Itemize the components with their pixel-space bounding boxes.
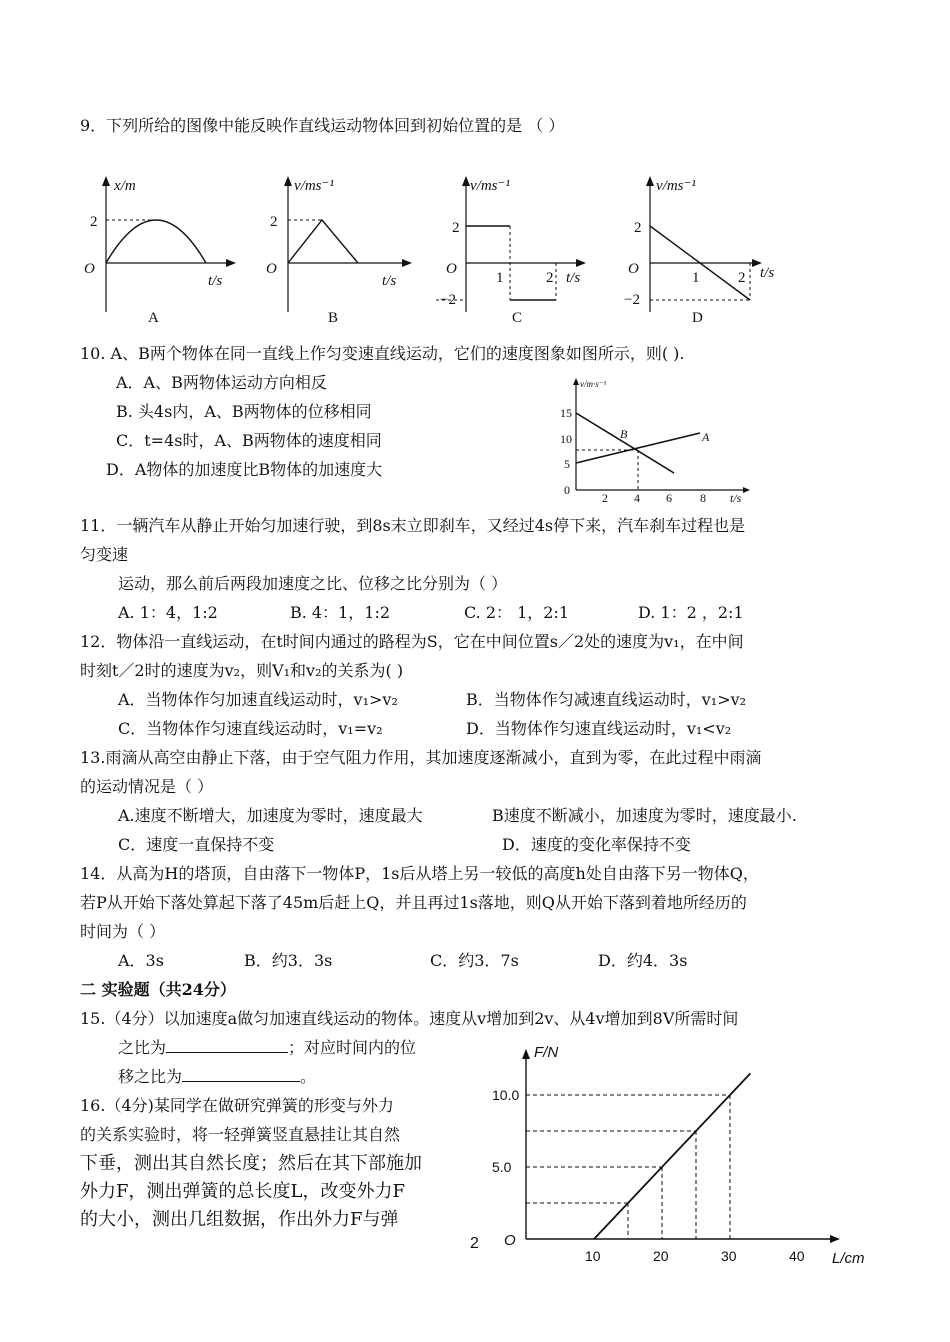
q11-option-a: A. 1：4，1:2 — [118, 603, 218, 622]
q10-chart-xlabel: t/s — [730, 491, 742, 502]
graph-a-origin: O — [84, 261, 95, 277]
q15-line-2a: 之比为 — [118, 1038, 167, 1057]
graph-c-xlabel: t/s — [566, 270, 581, 286]
section-2-heading: 二 实验题（共24分） — [80, 980, 236, 999]
q12-line-2: 时刻t／2时的速度为v₂，则V₁和v₂的关系为( ) — [80, 661, 404, 680]
q16-line-2: 的关系实验时，将一轻弹簧竖直悬挂让其自然 — [80, 1125, 401, 1144]
q15-line-3a: 移之比为 — [118, 1067, 183, 1086]
q10-chart — [558, 376, 758, 502]
x-tick-label-40: 40 — [789, 1248, 805, 1264]
q13-line-2: 的运动情况是（ ） — [80, 777, 214, 796]
q15-line-3b: 。 — [300, 1067, 317, 1086]
graph-d-xlabel: t/s — [760, 265, 775, 281]
graph-a-letter: A — [148, 310, 159, 326]
q10-chart-xtick-8: 8 — [700, 491, 706, 502]
graph-a-ytick: 2 — [90, 214, 98, 230]
q13-option-b: B速度不断减小，加速度为零时，速度最小. — [492, 806, 797, 825]
graph-b-origin: O — [266, 261, 277, 277]
graph-a — [84, 176, 236, 326]
y-tick-label-5.0: 5.0 — [492, 1159, 512, 1175]
graph-d-xt2: 2 — [738, 270, 746, 286]
q9-stem: 9．下列所给的图像中能反映作直线运动物体回到初始位置的是 （ ） — [80, 116, 565, 135]
graph-b-ylabel: v/ms⁻¹ — [294, 178, 334, 194]
q12-option-c: C．当物体作匀速直线运动时，v₁=v₂ — [118, 719, 383, 738]
q15-line-1: 15.（4分）以加速度a做匀加速直线运动的物体。速度从v增加到2v、从4v增加到8V所需时间 — [80, 1009, 739, 1028]
graph-d-letter: D — [692, 310, 703, 326]
q10-option-b: B. 头4s内，A、B两物体的位移相同 — [116, 402, 372, 421]
q13-option-c: C．速度一直保持不变 — [118, 835, 275, 854]
q15-line-3 — [118, 1067, 316, 1087]
q10-chart-label-b: B — [620, 427, 628, 441]
q12-line-1: 12．物体沿一直线运动，在t时间内通过的路程为S，它在中间位置s／2处的速度为v₁，在中间 — [80, 632, 744, 651]
q14-option-c: C．约3．7s — [430, 951, 519, 970]
q10-stem: 10. A、B两个物体在同一直线上作匀变速直线运动，它们的速度图象如图所示，则( ). — [80, 344, 685, 363]
graph-c-ytick: 2 — [452, 220, 460, 236]
x-tick-label-20: 20 — [653, 1248, 669, 1264]
q10-chart-xtick-6: 6 — [666, 491, 672, 502]
q12-option-d: D．当物体作匀速直线运动时，v₁<v₂ — [466, 719, 732, 738]
q10-option-d: D．A物体的加速度比B物体的加速度大 — [106, 460, 383, 479]
f-l-chart — [480, 1035, 880, 1275]
graph-a-xlabel: t/s — [208, 273, 223, 289]
q11-line-1: 11．一辆汽车从静止开始匀加速行驶，到8s末立即刹车，又经过4s停下来，汽车刹车过程也是 — [80, 516, 746, 535]
graph-c-xt1: 1 — [496, 270, 504, 286]
q10-chart-ylabel: v/m·s⁻¹ — [580, 379, 607, 389]
q14-line-2: 若P从开始下落处算起下落了45m后赶上Q，并且再过1s落地，则Q从开始下落到着地所经历的 — [80, 893, 747, 912]
q10-chart-xtick-4: 4 — [634, 491, 640, 502]
q10-option-a: A．A、B两物体运动方向相反 — [116, 373, 327, 392]
q10-chart-xtick-2: 2 — [602, 491, 608, 502]
graph-d-origin: O — [628, 261, 639, 277]
graph-c-xt2: 2 — [546, 270, 554, 286]
q10-chart-ytick-10: 10 — [560, 432, 572, 446]
y-tick-label-10.0: 10.0 — [492, 1087, 520, 1103]
q11-option-c: C. 2： 1，2:1 — [464, 603, 570, 622]
q15-line-2b: ；对应时间内的位 — [288, 1038, 417, 1057]
q14-line-1: 14．从高为H的塔顶，自由落下一物体P，1s后从塔上另一较低的高度h处自由落下另一物体Q， — [80, 864, 759, 883]
q11-line-2: 匀变速 — [80, 545, 129, 564]
graph-d-ytick: 2 — [634, 220, 642, 236]
graph-b-xlabel: t/s — [382, 273, 397, 289]
q14-option-b: B．约3．3s — [244, 951, 333, 970]
x-axis-label: L/cm — [832, 1250, 865, 1267]
q12-option-b: B．当物体作匀减速直线运动时，v₁>v₂ — [466, 690, 747, 709]
graph-b-letter: B — [328, 310, 339, 326]
q16-line-5: 的大小，测出几组数据，作出外力F与弹 — [80, 1209, 399, 1230]
q14-option-a: A．3s — [118, 951, 164, 970]
graph-d — [624, 176, 774, 326]
q15-answer-blank-1[interactable] — [166, 1038, 288, 1053]
q10-chart-label-a: A — [702, 430, 710, 444]
q11-option-b: B. 4：1，1:2 — [290, 603, 391, 622]
graph-b-ytick: 2 — [270, 214, 278, 230]
graph-c-letter: C — [512, 310, 523, 326]
x-tick-label-30: 30 — [721, 1248, 737, 1264]
q14-line-3: 时间为（ ） — [80, 922, 166, 941]
graph-c-origin: O — [446, 261, 457, 277]
q13-option-d: D．速度的变化率保持不变 — [502, 835, 691, 854]
q16-line-3: 下垂，测出其自然长度；然后在其下部施加 — [80, 1153, 422, 1174]
graph-b — [266, 176, 412, 326]
q10-chart-ytick-0: 0 — [564, 483, 570, 497]
graph-c-ylabel: v/ms⁻¹ — [470, 178, 510, 194]
graph-a-ylabel: x/m — [114, 178, 136, 194]
y-axis-arrow — [522, 1049, 530, 1059]
q16-line-1: 16.（4分)某同学在做研究弹簧的形变与外力 — [80, 1096, 394, 1115]
q16-line-4: 外力F，测出弹簧的总长度L，改变外力F — [80, 1181, 405, 1202]
page-number: 2 — [470, 1235, 479, 1252]
graph-d-ylabel: v/ms⁻¹ — [656, 178, 696, 194]
q11-option-d: D. 1：2 ，2:1 — [638, 603, 744, 622]
f-l-line — [594, 1073, 750, 1239]
y-axis-label: F/N — [534, 1044, 559, 1061]
q15-answer-blank-2[interactable] — [182, 1067, 300, 1082]
q15-line-2 — [118, 1038, 416, 1058]
graph-c — [436, 176, 586, 326]
q9-graphs — [80, 170, 800, 335]
graph-c-yneg: −2 — [440, 292, 456, 308]
x-tick-label-10: 10 — [585, 1248, 601, 1264]
x-axis-arrow — [830, 1235, 840, 1243]
q12-option-a: A．当物体作匀加速直线运动时，v₁>v₂ — [118, 690, 398, 709]
q11-line-3: 运动，那么前后两段加速度之比、位移之比分别为（ ） — [118, 574, 508, 593]
graph-d-xt1: 1 — [692, 270, 700, 286]
q14-option-d: D．约4．3s — [598, 951, 688, 970]
origin-label: O — [504, 1232, 516, 1249]
q10-chart-ytick-5: 5 — [564, 457, 570, 471]
q13-option-a: A.速度不断增大，加速度为零时，速度最大 — [118, 806, 423, 825]
q13-line-1: 13.雨滴从高空由静止下落，由于空气阻力作用，其加速度逐渐减小，直到为零，在此过程中雨滴 — [80, 748, 762, 767]
q10-option-c: C．t=4s时，A、B两物体的速度相同 — [116, 431, 382, 450]
graph-d-yneg: −2 — [624, 292, 640, 308]
q10-chart-ytick-15: 15 — [560, 406, 572, 420]
